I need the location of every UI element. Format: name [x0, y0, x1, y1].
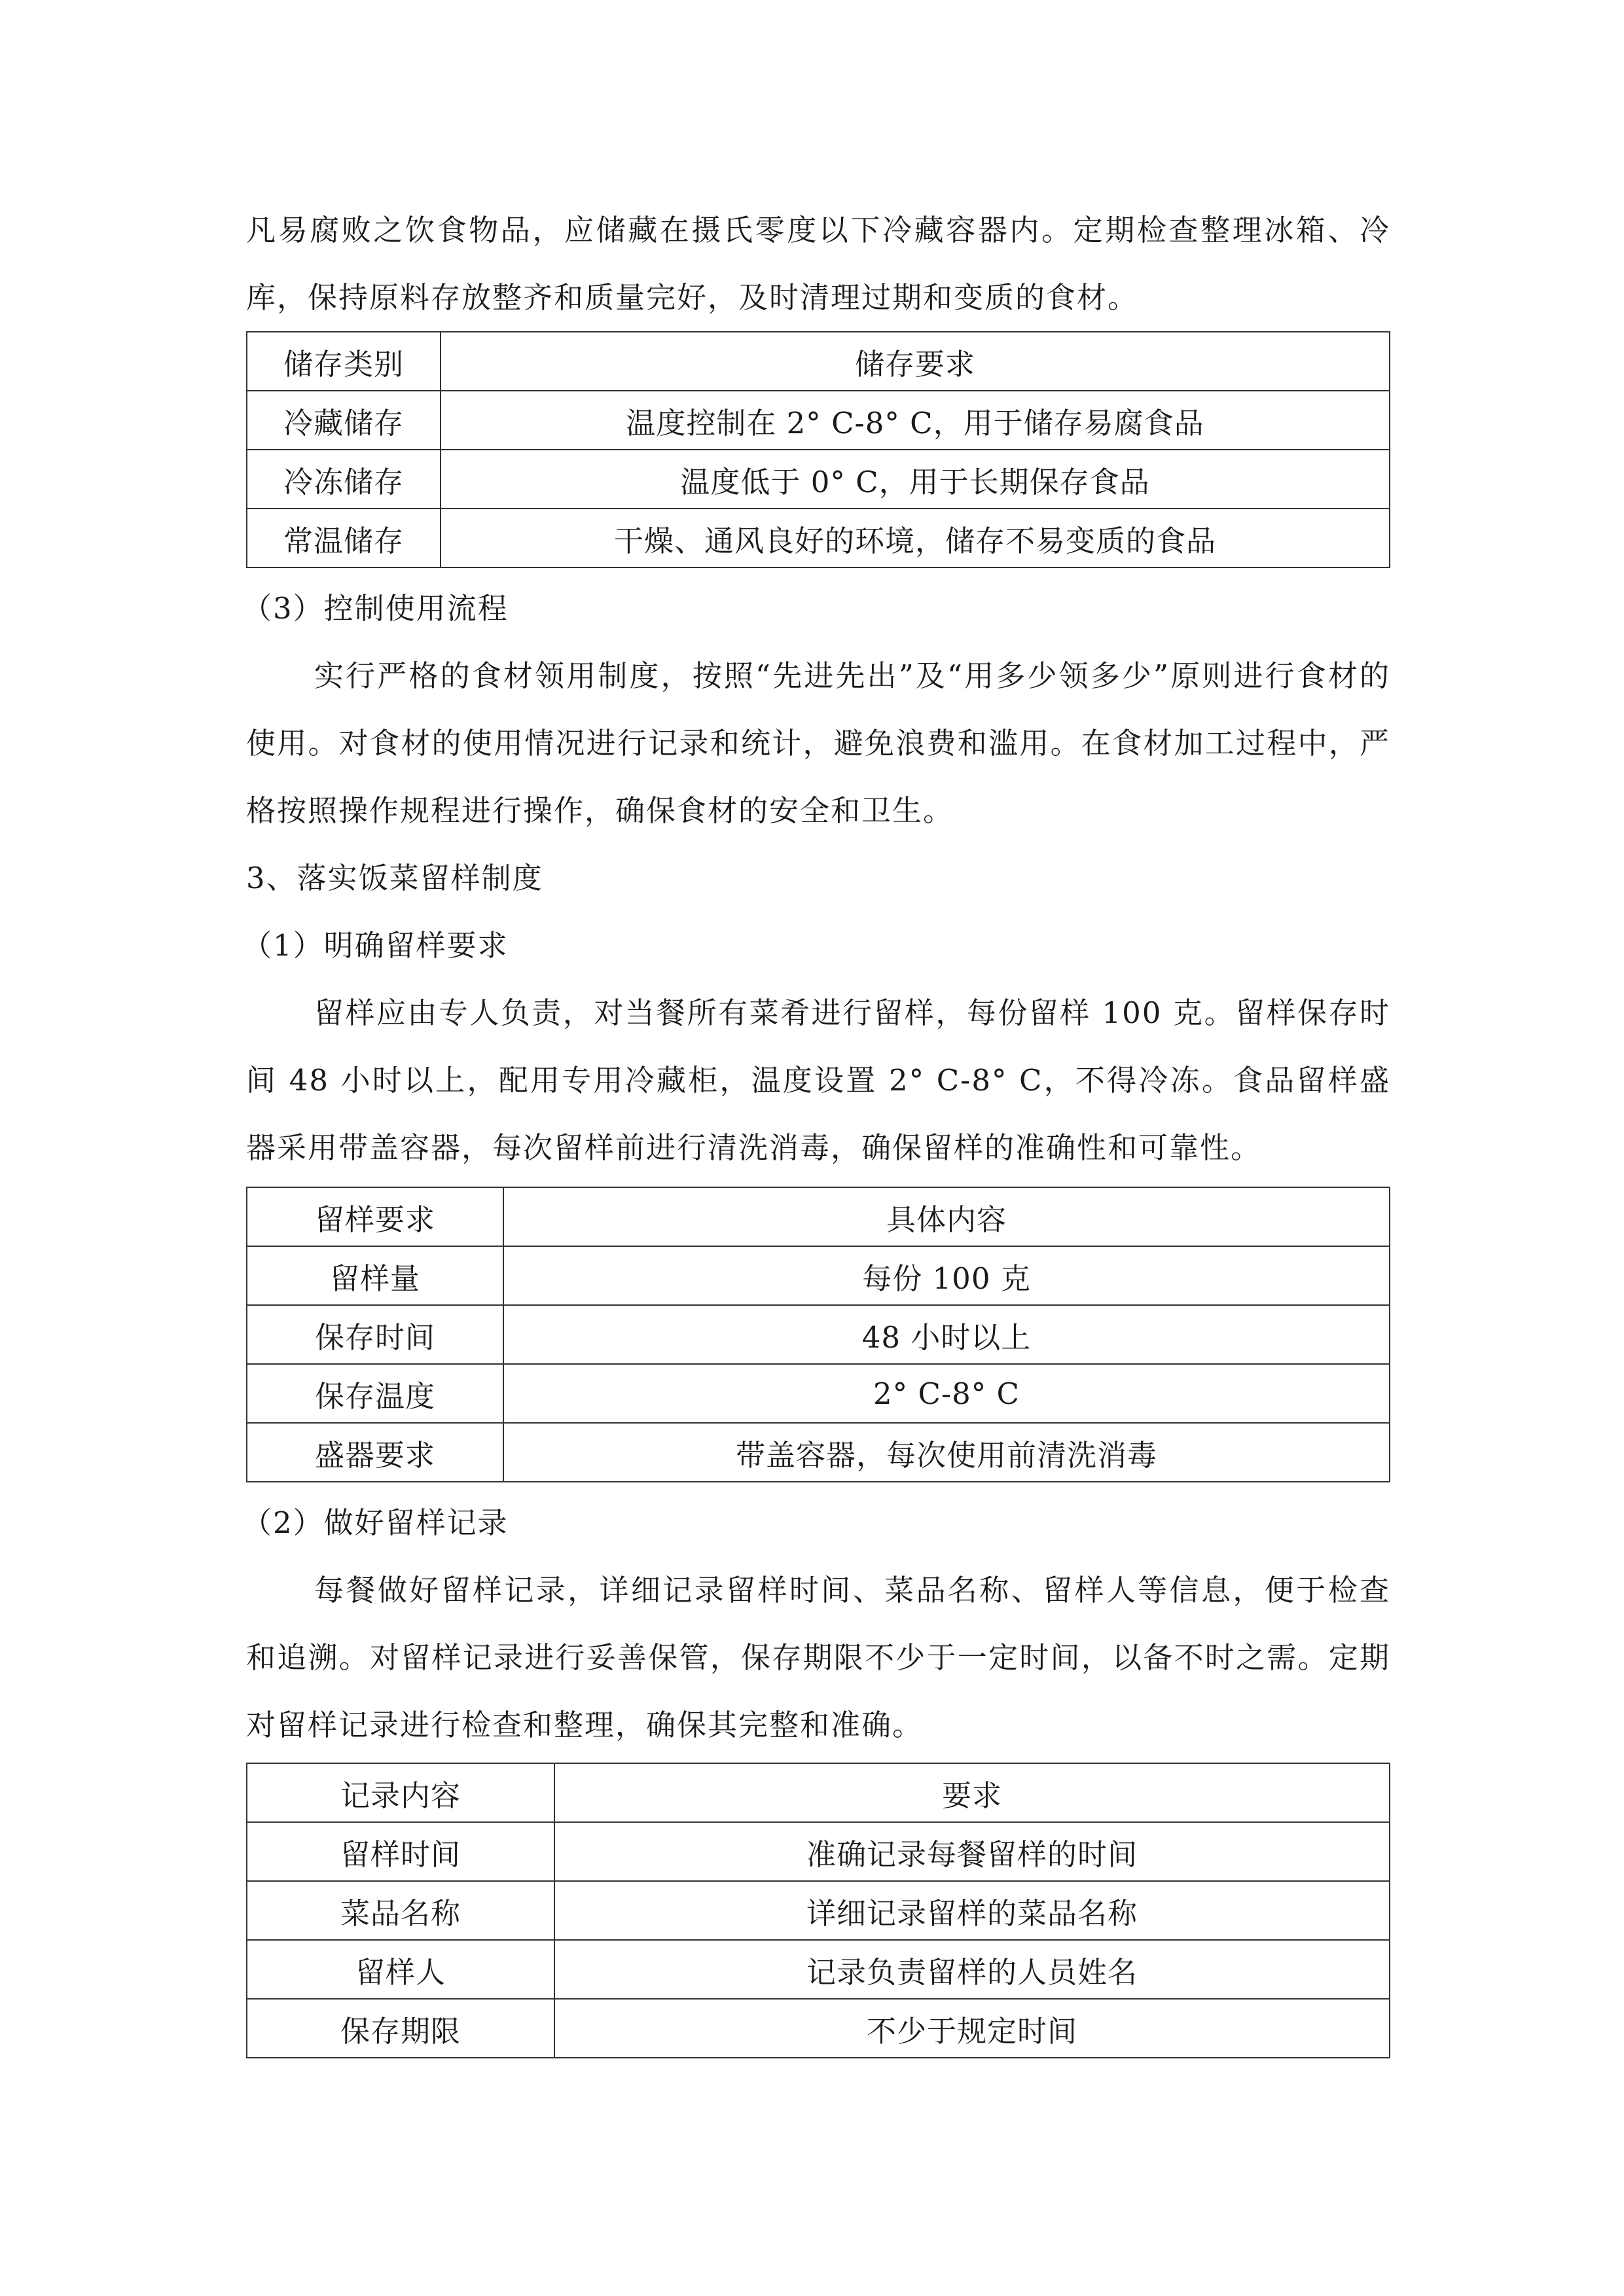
- table-cell: 菜品名称: [247, 1881, 554, 1940]
- table-row: [247, 391, 1390, 450]
- table-cell: 常温储存: [247, 509, 441, 567]
- table-cell: 冷藏储存: [247, 391, 441, 450]
- section-paragraph: 留样应由专人负责，对当餐所有菜肴进行留样，每份留样 100 克。留样保存时间 48 小时以上，配用专用冷藏柜，温度设置 2° C-8° C，不得冷冻。食品留样盛器采用带盖容器，每次留样前进行清洗消毒，确保留样的准确性和可靠性。: [246, 996, 1390, 1165]
- table-cell: 准确记录每餐留样的时间: [554, 1822, 1390, 1881]
- table-header-cell: 具体内容: [503, 1187, 1390, 1246]
- table-header-row: [247, 1763, 1390, 1822]
- document-page: [242, 196, 1390, 2058]
- intro-paragraph: 凡易腐败之饮食物品，应储藏在摄氏零度以下冷藏容器内。定期检查整理冰箱、冷库，保持原料存放整齐和质量完好，及时清理过期和变质的食材。: [246, 213, 1390, 315]
- table-header-cell: 储存类别: [247, 332, 441, 391]
- table-row: [247, 1305, 1390, 1364]
- table-cell: 冷冻储存: [247, 450, 441, 509]
- table-cell: 温度控制在 2° C-8° C，用于储存易腐食品: [441, 391, 1390, 450]
- table-cell: 保存时间: [247, 1305, 503, 1364]
- table-header-cell: 记录内容: [247, 1763, 554, 1822]
- table-cell: 2° C-8° C: [503, 1364, 1390, 1423]
- section-heading: （3）控制使用流程: [242, 591, 509, 626]
- sample-record-table: [246, 1763, 1390, 2058]
- section-heading: （1）明确留样要求: [242, 928, 509, 963]
- section-heading: （2）做好留样记录: [242, 1505, 509, 1540]
- section-paragraph: 每餐做好留样记录，详细记录留样时间、菜品名称、留样人等信息，便于检查和追溯。对留样记录进行妥善保管，保存期限不少于一定时间，以备不时之需。定期对留样记录进行检查和整理，确保其完整和准确。: [246, 1573, 1390, 1742]
- section-paragraph: 实行严格的食材领用制度，按照“先进先出”及“用多少领多少”原则进行食材的使用。对食材的使用情况进行记录和统计，避免浪费和滥用。在食材加工过程中，严格按照操作规程进行操作，确保食材的安全和卫生。: [246, 658, 1390, 828]
- table-row: [247, 1246, 1390, 1305]
- table-cell: 保存期限: [247, 1999, 554, 2058]
- table-header-row: [247, 1187, 1390, 1246]
- table-cell: 留样量: [247, 1246, 503, 1305]
- table-cell: 盛器要求: [247, 1423, 503, 1482]
- table-row: [247, 1881, 1390, 1940]
- table-cell: 不少于规定时间: [554, 1999, 1390, 2058]
- table-header-cell: 留样要求: [247, 1187, 503, 1246]
- section-heading: 3、落实饭菜留样制度: [246, 861, 543, 895]
- table-cell: 详细记录留样的菜品名称: [554, 1881, 1390, 1940]
- table-header-cell: 储存要求: [441, 332, 1390, 391]
- table-cell: 48 小时以上: [503, 1305, 1390, 1364]
- table-cell: 每份 100 克: [503, 1246, 1390, 1305]
- table-cell: 温度低于 0° C，用于长期保存食品: [441, 450, 1390, 509]
- table-row: [247, 1364, 1390, 1423]
- sample-requirements-table: [246, 1187, 1390, 1482]
- storage-table: [246, 331, 1390, 568]
- table-row: [247, 1822, 1390, 1881]
- table-cell: 留样时间: [247, 1822, 554, 1881]
- table-row: [247, 1999, 1390, 2058]
- table-cell: 保存温度: [247, 1364, 503, 1423]
- table-header-cell: 要求: [554, 1763, 1390, 1822]
- table-cell: 带盖容器，每次使用前清洗消毒: [503, 1423, 1390, 1482]
- table-cell: 干燥、通风良好的环境，储存不易变质的食品: [441, 509, 1390, 567]
- table-cell: 记录负责留样的人员姓名: [554, 1940, 1390, 1999]
- table-cell: 留样人: [247, 1940, 554, 1999]
- table-row: [247, 1423, 1390, 1482]
- table-row: [247, 450, 1390, 509]
- table-row: [247, 1940, 1390, 1999]
- table-header-row: [247, 332, 1390, 391]
- table-row: [247, 509, 1390, 567]
